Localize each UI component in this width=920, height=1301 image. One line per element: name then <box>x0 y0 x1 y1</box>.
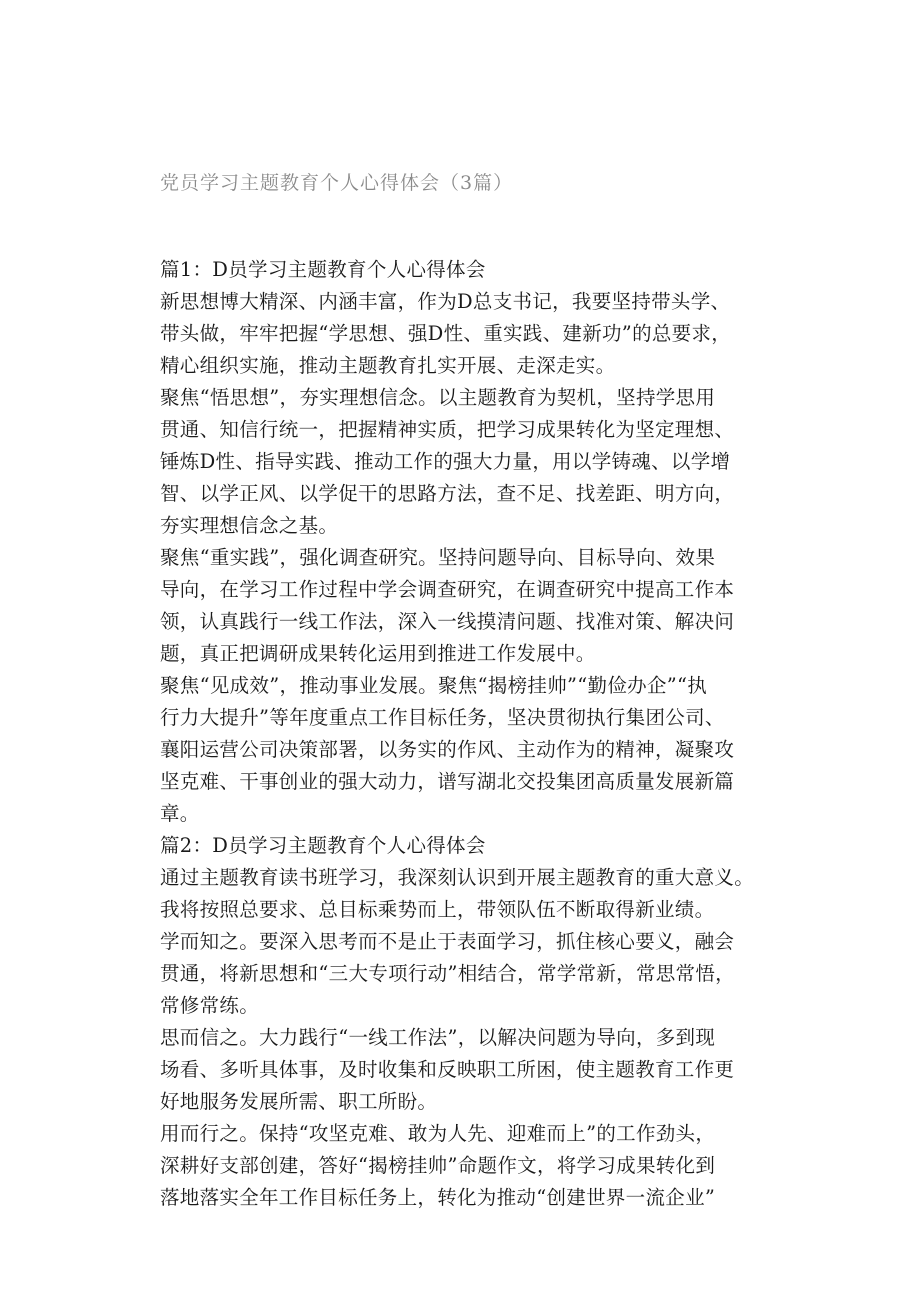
text-line: 好地服务发展所需、职工所盼。 <box>160 1090 438 1113</box>
text-line: 聚焦“悟思想”，夯实理想信念。以主题教育为契机，坚持学思用 <box>160 386 716 409</box>
document-title: 党员学习主题教育个人心得体会（3篇） <box>160 172 514 194</box>
text-line: 篇2：D员学习主题教育个人心得体会 <box>160 834 486 857</box>
text-line: 坚克难、干事创业的强大动力，谱写湖北交投集团高质量发展新篇 <box>160 770 735 793</box>
text-line: 聚焦“见成效”，推动事业发展。聚焦“揭榜挂帅”“勤俭办企”“执 <box>160 674 708 697</box>
text-line: 贯通、知信行统一，把握精神实质，把学习成果转化为坚定理想、 <box>160 418 735 441</box>
text-line: 我将按照总要求、总目标乘势而上，带领队伍不断取得新业绩。 <box>160 898 715 921</box>
text-line: 落地落实全年工作目标任务上，转化为推动“创建世界一流企业” <box>160 1186 716 1209</box>
text-line: 学而知之。要深入思考而不是止于表面学习，抓住核心要义，融会 <box>160 930 735 953</box>
text-line: 行力大提升”等年度重点工作目标任务，坚决贯彻执行集团公司、 <box>160 706 725 729</box>
text-line: 题，真正把调研成果转化运用到推进工作发展中。 <box>160 642 596 665</box>
text-line: 场看、多听具体事，及时收集和反映职工所困，使主题教育工作更 <box>160 1058 735 1081</box>
text-line: 锤炼D性、指导实践、推动工作的强大力量，用以学铸魂、以学增 <box>160 450 731 473</box>
text-line: 带头做，牢牢把握“学思想、强D性、重实践、建新功”的总要求， <box>160 322 732 345</box>
text-line: 领，认真践行一线工作法，深入一线摸清问题、找准对策、解决问 <box>160 610 735 633</box>
text-line: 通过主题教育读书班学习，我深刻认识到开展主题教育的重大意义。 <box>160 866 755 889</box>
text-line: 新思想博大精深、内涵丰富，作为D总支书记，我要坚持带头学、 <box>160 290 731 313</box>
text-line: 聚焦“重实践”，强化调查研究。坚持问题导向、目标导向、效果 <box>160 546 716 569</box>
text-line: 精心组织实施，推动主题教育扎实开展、走深走实。 <box>160 354 616 377</box>
text-line: 用而行之。保持“攻坚克难、敢为人先、迎难而上”的工作劲头， <box>160 1122 716 1145</box>
text-line: 襄阳运营公司决策部署，以务实的作风、主动作为的精神，凝聚攻 <box>160 738 735 761</box>
text-line: 常修常练。 <box>160 994 260 1017</box>
document-body <box>160 254 760 1214</box>
text-line: 章。 <box>160 802 200 825</box>
text-line: 深耕好支部创建，答好“揭榜挂帅”命题作文，将学习成果转化到 <box>160 1154 716 1177</box>
text-line: 导向，在学习工作过程中学会调查研究，在调查研究中提高工作本 <box>160 578 735 601</box>
text-line: 贯通，将新思想和“三大专项行动”相结合，常学常新，常思常悟， <box>160 962 735 985</box>
text-line: 篇1：D员学习主题教育个人心得体会 <box>160 258 486 281</box>
text-line: 思而信之。大力践行“一线工作法”，以解决问题为导向，多到现 <box>160 1026 716 1049</box>
text-line: 夯实理想信念之基。 <box>160 514 339 537</box>
text-line: 智、以学正风、以学促干的思路方法，查不足、找差距、明方向， <box>160 482 735 505</box>
